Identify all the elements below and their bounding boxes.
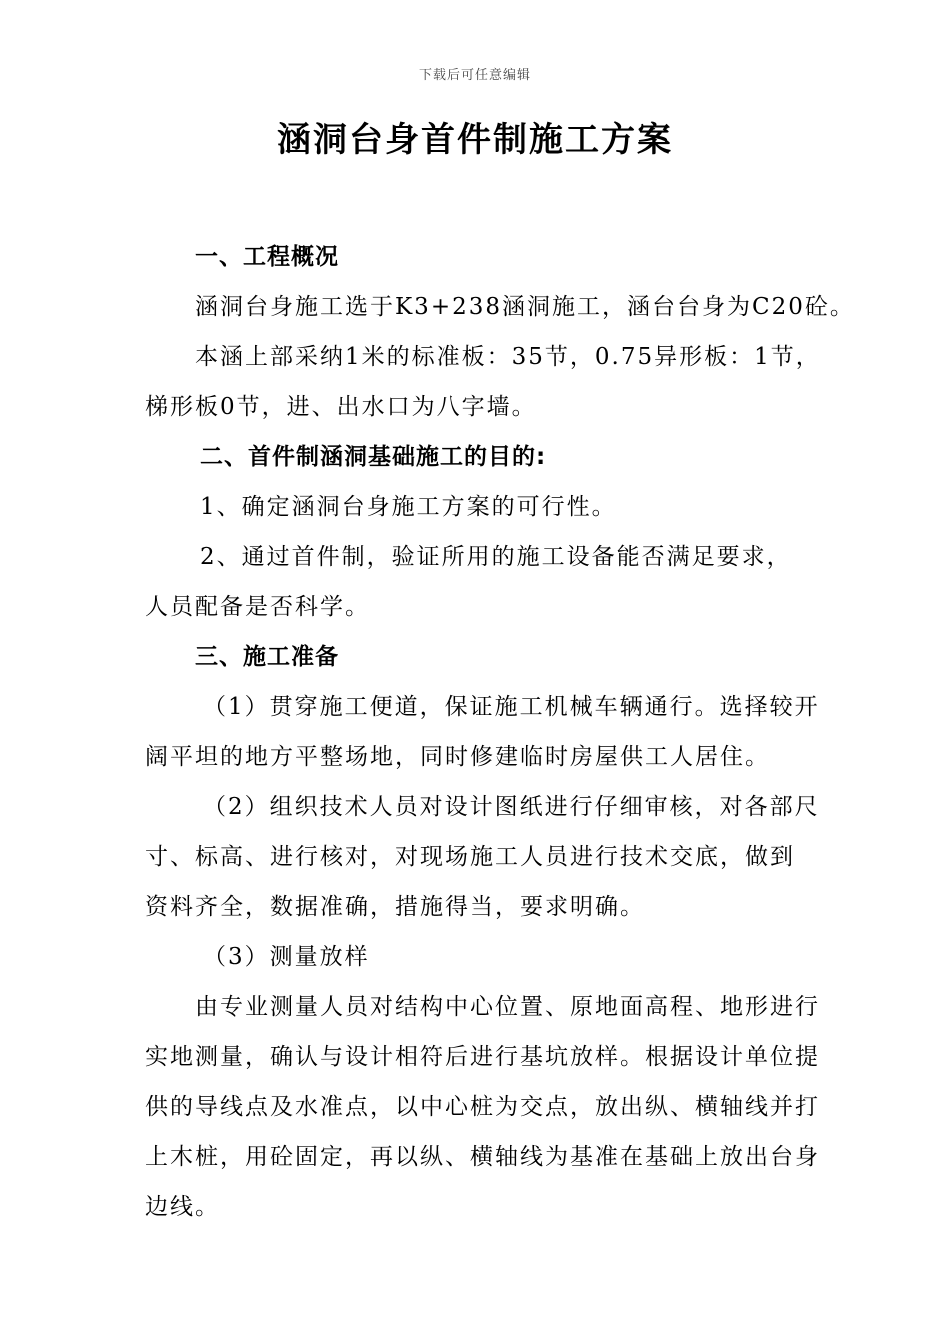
paragraph-line: 本涵上部采纳1米的标准板：35节，0.75异形板：1节，: [195, 344, 821, 370]
paragraph-line: 资料齐全，数据准确，措施得当，要求明确。: [145, 894, 645, 920]
paragraph-line: 梯形板0节，进、出水口为八字墙。: [145, 394, 537, 420]
section-heading-purpose: 二、首件制涵洞基础施工的目的:: [200, 444, 547, 470]
list-item-1: 1、确定涵洞台身施工方案的可行性。: [200, 494, 617, 520]
paragraph-line: 实地测量，确认与设计相符后进行基坑放样。根据设计单位提: [145, 1044, 820, 1070]
list-item-2: 2、通过首件制，验证所用的施工设备能否满足要求，: [200, 544, 792, 570]
paragraph-line: 上木桩，用砼固定，再以纵、横轴线为基准在基础上放出台身: [145, 1144, 820, 1170]
subheading-survey: （3）测量放样: [203, 944, 370, 970]
paragraph-line: 供的导线点及水准点，以中心桩为交点，放出纵、横轴线并打: [145, 1094, 820, 1120]
document-title: 涵洞台身首件制施工方案: [277, 120, 673, 160]
document-body: [145, 232, 855, 1232]
section-heading-preparation: 三、施工准备: [195, 644, 339, 670]
paragraph-line: 由专业测量人员对结构中心位置、原地面高程、地形进行: [195, 994, 820, 1020]
paragraph-line: 边线。: [145, 1194, 220, 1220]
paragraph-line: 涵洞台身施工选于K3+238涵洞施工，涵台台身为C20砼。: [195, 294, 855, 320]
paragraph-line: 寸、标高、进行核对，对现场施工人员进行技术交底，做到: [145, 844, 795, 870]
paragraph-line: 阔平坦的地方平整场地，同时修建临时房屋供工人居住。: [145, 744, 770, 770]
section-heading-overview: 一、工程概况: [195, 244, 339, 270]
header-note: 下载后可任意编辑: [418, 68, 531, 83]
paragraph-line: 人员配备是否科学。: [145, 594, 370, 620]
paragraph-line: （1）贯穿施工便道，保证施工机械车辆通行。选择较开: [203, 694, 820, 720]
paragraph-line: （2）组织技术人员对设计图纸进行仔细审核，对各部尺: [203, 794, 820, 820]
